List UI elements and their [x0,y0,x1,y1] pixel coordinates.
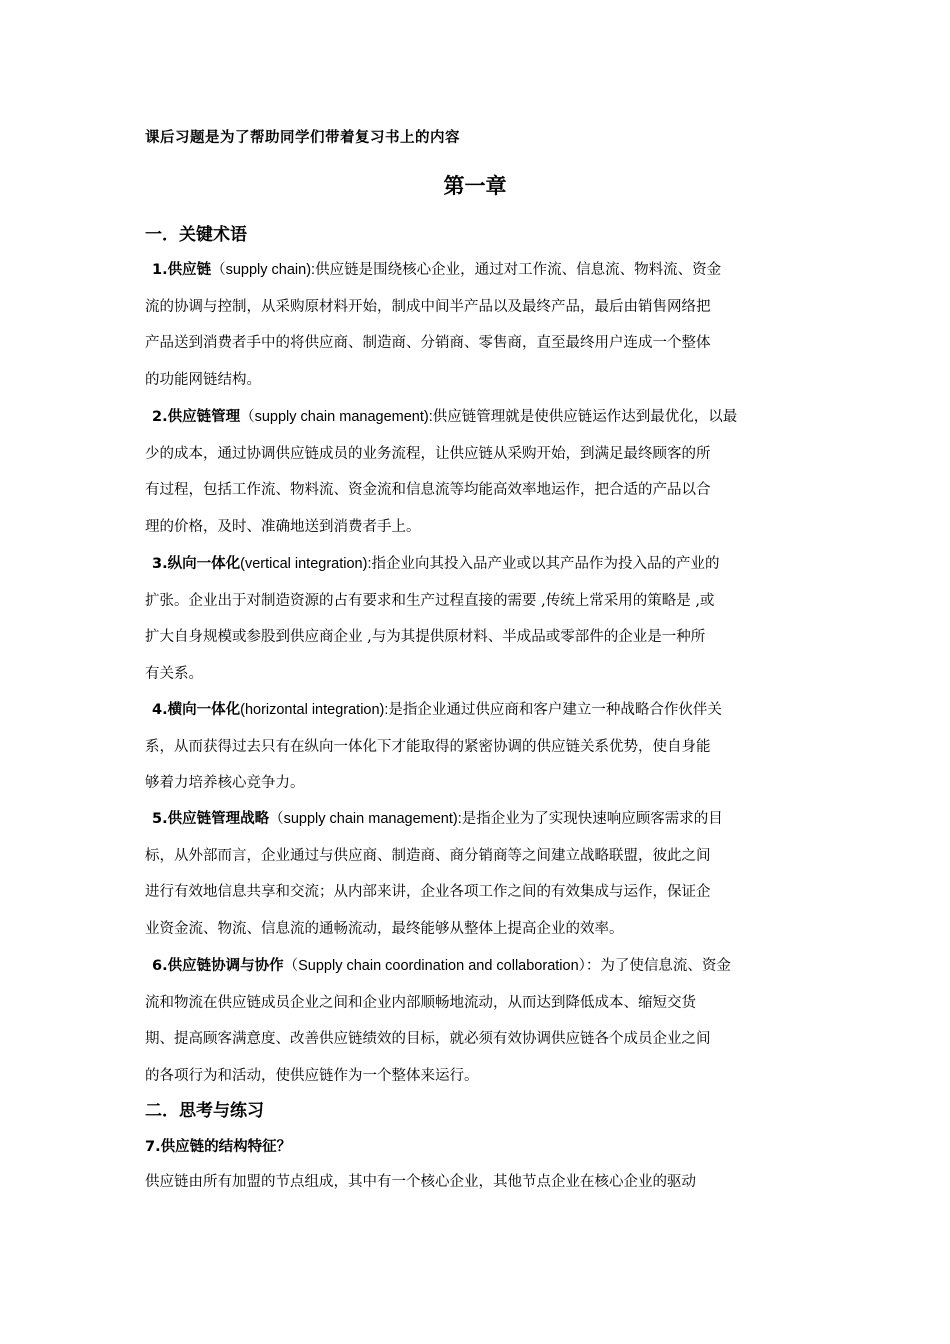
paragraph-line: 流的协调与控制，从采购原材料开始，制成中间半产品以及最终产品，最后由销售网络把 [145,298,711,315]
paragraph-line: 标，从外部而言，企业通过与供应商、制造商、商分销商等之间建立战略联盟，彼此之间 [145,847,711,864]
intro-note: 课后习题是为了帮助同学们带着复习书上的内容 [145,129,460,146]
paragraph-line: 产品送到消费者手中的将供应商、制造商、分销商、零售商，直至最终用户连成一个整体 [145,335,711,352]
paragraph-line: 的功能网链结构。 [145,372,261,389]
paragraph-line [145,252,807,289]
term-paragraph-horizontal-integration [145,692,807,802]
paragraph-line: 的各项行为和活动，使供应链作为一个整体来运行。 [145,1068,479,1085]
definition-text: 是指企业通过供应商和客户建立一种战略合作伙伴关 [388,702,722,718]
paragraph-line: 流和物流在供应链成员企业之间和企业内部顺畅地流动，从而达到降低成本、缩短交货 [145,994,696,1011]
paragraph-line: 够着力培养核心竞争力。 [145,775,305,792]
term-label: 2.供应链管理 [152,409,241,425]
definition-text: 为了使信息流、资金 [600,958,731,974]
section-heading-exercises: 二．思考与练习 [145,1101,264,1121]
term-label: 1.供应链 [152,262,212,278]
term-english: (horizontal integration): [240,702,389,718]
definition-text: 是指企业为了实现快速响应顾客需求的目 [461,811,723,827]
answer-paragraph [145,1164,807,1201]
definition-text: 供应链是围绕核心企业，通过对工作流、信息流、物料流、资金 [315,262,722,278]
term-paragraph-supply-chain [145,252,807,399]
paragraph-line: 有关系。 [145,666,203,683]
term-paragraph-vertical-integration [145,546,807,693]
term-english: （Supply chain coordination and collaboration）： [283,958,601,974]
paragraph-line: 扩大自身规模或参股到供应商企业 ,与为其提供原材料、半成品或零部件的企业是一种所 [145,629,706,646]
paragraph-line: 有过程，包括工作流、物料流、资金流和信息流等均能高效率地运作，把合适的产品以合 [145,482,711,499]
paragraph-line: 扩张。企业出于对制造资源的占有要求和生产过程直接的需要 ,传统上常采用的策略是 ,或 [145,592,715,609]
question-heading: 7.供应链的结构特征？ [145,1139,292,1155]
paragraph-line: 供应链由所有加盟的节点组成，其中有一个核心企业，其他节点企业在核心企业的驱动 [145,1174,696,1190]
paragraph-line [145,399,807,436]
term-label: 3.纵向一体化 [152,556,241,572]
paragraph-line [145,948,807,985]
definition-text: 指企业向其投入品产业或以其产品作为投入品的产业的 [371,556,720,572]
term-label: 6.供应链协调与协作 [152,958,284,974]
section-heading-key-terms: 一．关键术语 [145,225,247,245]
term-paragraph-coordination-collaboration [145,948,807,1095]
term-label: 4.横向一体化 [152,702,241,718]
paragraph-line [145,801,807,838]
definition-text: 供应链管理就是使供应链运作达到最优化，以最 [432,409,738,425]
paragraph-line: 业资金流、物流、信息流的通畅流动，最终能够从整体上提高企业的效率。 [145,921,624,938]
paragraph-line: 理的价格，及时、准确地送到消费者手上。 [145,519,421,536]
paragraph-line: 少的成本，通过协调供应链成员的业务流程，让供应链从采购开始，到满足最终顾客的所 [145,445,711,462]
paragraph-line [145,692,807,729]
paragraph-line: 期、提高顾客满意度、改善供应链绩效的目标，就必须有效协调供应链各个成员企业之间 [145,1031,711,1048]
term-paragraph-supply-chain-management [145,399,807,546]
paragraph-line: 系，从而获得过去只有在纵向一体化下才能取得的紧密协调的供应链关系优势，使自身能 [145,738,711,755]
term-paragraph-supply-chain-strategy [145,801,807,948]
paragraph-line: 进行有效地信息共享和交流；从内部来讲，企业各项工作之间的有效集成与运作，保证企 [145,884,711,901]
chapter-title: 第一章 [443,174,507,198]
term-english: （supply chain): [211,262,316,278]
term-english: (vertical integration): [240,556,372,572]
paragraph-line [145,546,807,583]
term-english: （supply chain management): [269,811,462,827]
term-label: 5.供应链管理战略 [152,811,270,827]
term-english: （supply chain management): [240,409,433,425]
